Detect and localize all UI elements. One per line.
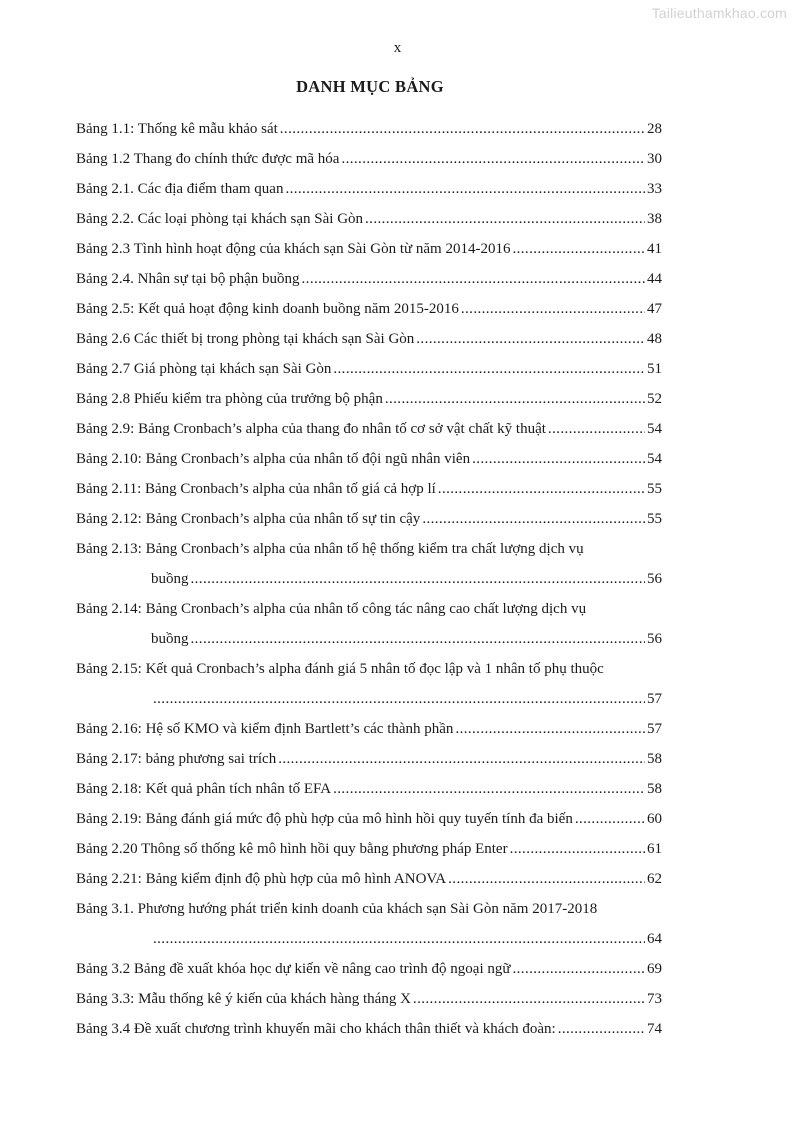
toc-entry-line (76, 474, 662, 504)
toc-entry[interactable] (76, 324, 662, 354)
toc-entry[interactable] (76, 744, 662, 774)
toc-entry[interactable] (76, 264, 662, 294)
toc-entry[interactable] (76, 504, 662, 534)
toc-entry-title: Bảng 1.2 Thang đo chính thức được mã hóa (76, 151, 340, 167)
toc-entry-line (76, 864, 662, 894)
dot-leader (513, 954, 646, 984)
toc-entry-line (76, 1014, 662, 1044)
toc-entry-page-number: 52 (647, 391, 662, 407)
toc-entry-title: Bảng 2.16: Hệ số KMO và kiểm định Bartlett’s các thành phần (76, 721, 454, 737)
toc-entry-page-number: 57 (647, 721, 662, 737)
dot-leader (510, 834, 645, 864)
toc-entry-page-number: 58 (647, 781, 662, 797)
toc-entry[interactable] (76, 174, 662, 204)
toc-entry[interactable] (76, 114, 662, 144)
toc-entry-title: Bảng 2.12: Bảng Cronbach’s alpha của nhân tố sự tin cậy (76, 511, 421, 527)
toc-entry-line (76, 174, 662, 204)
toc-entry-title: Bảng 2.11: Bảng Cronbach’s alpha của nhân tố giá cả hợp lí (76, 481, 436, 497)
toc-entry[interactable] (76, 414, 662, 444)
toc-entry-page-number: 74 (647, 1021, 662, 1037)
toc-entry-title: Bảng 2.5: Kết quả hoạt động kinh doanh buồng năm 2015-2016 (76, 301, 459, 317)
watermark-text: Tailieuthamkhao.com (651, 5, 787, 21)
toc-entry-line (76, 204, 662, 234)
toc-entry-line (76, 324, 662, 354)
toc-entry-page-number: 33 (647, 181, 662, 197)
toc-entry[interactable] (76, 774, 662, 804)
toc-entry-page-number: 41 (647, 241, 662, 257)
toc-entry[interactable] (76, 594, 662, 654)
toc-entry-line (76, 984, 662, 1014)
dot-leader (285, 174, 645, 204)
toc-entry[interactable] (76, 534, 662, 594)
toc-entry-line (76, 714, 662, 744)
toc-entry-line (76, 804, 662, 834)
toc-entry-line (76, 504, 662, 534)
toc-entry-page-number: 28 (647, 121, 662, 137)
toc-entry-page-number: 44 (647, 271, 662, 287)
dot-leader (302, 264, 645, 294)
toc-entry-title: buồng (151, 631, 189, 647)
toc-entry-line (76, 774, 662, 804)
toc-entry-line (76, 294, 662, 324)
toc-entry[interactable] (76, 894, 662, 954)
toc-entry-title-line: Bảng 2.13: Bảng Cronbach’s alpha của nhân tố hệ thống kiểm tra chất lượng dịch vụ (76, 541, 584, 557)
toc-entry-page-number: 60 (647, 811, 662, 827)
toc-entry-page-number: 61 (647, 841, 662, 857)
toc-entry-line (76, 954, 662, 984)
toc-entry-title: Bảng 3.2 Bảng đề xuất khóa học dự kiến về nâng cao trình độ ngoại ngữ (76, 961, 511, 977)
toc-entry[interactable] (76, 144, 662, 174)
dot-leader (333, 774, 645, 804)
toc-entry[interactable] (76, 654, 662, 714)
dot-leader (548, 414, 645, 444)
toc-entry[interactable] (76, 294, 662, 324)
dot-leader (385, 384, 645, 414)
dot-leader (422, 504, 645, 534)
toc-entry[interactable] (76, 864, 662, 894)
dot-leader (472, 444, 645, 474)
toc-entry-page-number: 62 (647, 871, 662, 887)
toc-entry-line (76, 444, 662, 474)
dot-leader (153, 924, 645, 954)
dot-leader (455, 714, 645, 744)
toc-entry[interactable] (76, 984, 662, 1014)
page-number: x (393, 40, 402, 56)
toc-entry-line (76, 744, 662, 774)
toc-entry-line (76, 834, 662, 864)
toc-entry-line (76, 114, 662, 144)
toc-entry-line (76, 384, 662, 414)
toc-entry-title: buồng (151, 571, 189, 587)
dot-leader (413, 984, 645, 1014)
toc-entry-page-number: 56 (647, 631, 662, 647)
toc-entry-title: Bảng 2.1. Các địa điểm tham quan (76, 181, 284, 197)
toc-entry-page-number: 73 (647, 991, 662, 1007)
toc-entry[interactable] (76, 444, 662, 474)
toc-entry-title: Bảng 2.6 Các thiết bị trong phòng tại khách sạn Sài Gòn (76, 331, 415, 347)
toc-entry-line (76, 144, 662, 174)
toc-entry-title-line: Bảng 3.1. Phương hướng phát triển kinh doanh của khách sạn Sài Gòn năm 2017-2018 (76, 901, 598, 917)
toc-entry-title: Bảng 2.2. Các loại phòng tại khách sạn Sài Gòn (76, 211, 364, 227)
toc-entry-title: Bảng 2.7 Giá phòng tại khách sạn Sài Gòn (76, 361, 332, 377)
dot-leader (280, 114, 645, 144)
toc-entry[interactable] (76, 384, 662, 414)
toc-entry-page-number: 51 (647, 361, 662, 377)
toc-entry-line (76, 564, 662, 594)
toc-entry-title: Bảng 2.3 Tình hình hoạt động của khách sạn Sài Gòn từ năm 2014-2016 (76, 241, 511, 257)
toc-entry-page-number: 58 (647, 751, 662, 767)
toc-entry[interactable] (76, 954, 662, 984)
toc-entry-title: Bảng 2.18: Kết quả phân tích nhân tố EFA (76, 781, 332, 797)
toc-entry-line (76, 624, 662, 654)
table-of-contents-list (76, 114, 662, 1044)
toc-entry-title: Bảng 2.10: Bảng Cronbach’s alpha của nhân tố đội ngũ nhân viên (76, 451, 471, 467)
toc-entry-line (76, 264, 662, 294)
toc-entry-title: Bảng 1.1: Thống kê mẫu khảo sát (76, 121, 278, 137)
toc-entry-page-number: 54 (647, 421, 662, 437)
toc-entry-page-number: 48 (647, 331, 662, 347)
toc-entry[interactable] (76, 354, 662, 384)
toc-entry-title: Bảng 2.8 Phiếu kiểm tra phòng của trưởng bộ phận (76, 391, 383, 407)
toc-entry-page-number: 55 (647, 481, 662, 497)
dot-leader (191, 564, 646, 594)
toc-entry-title: Bảng 2.4. Nhân sự tại bộ phận buồng (76, 271, 300, 287)
toc-entry-line (76, 354, 662, 384)
toc-entry-page-number: 54 (647, 451, 662, 467)
dot-leader (575, 804, 645, 834)
dot-leader (558, 1014, 645, 1044)
dot-leader (365, 204, 645, 234)
toc-entry-page-number: 30 (647, 151, 662, 167)
toc-entry-line (76, 684, 662, 714)
toc-entry-page-number: 55 (647, 511, 662, 527)
toc-entry-title: Bảng 2.17: bảng phương sai trích (76, 751, 277, 767)
toc-entry-page-number: 64 (647, 931, 662, 947)
toc-entry[interactable] (76, 234, 662, 264)
toc-entry-line (76, 924, 662, 954)
toc-entry-page-number: 56 (647, 571, 662, 587)
toc-entry-page-number: 57 (647, 691, 662, 707)
dot-leader (278, 744, 645, 774)
toc-entry[interactable] (76, 834, 662, 864)
toc-entry-title: Bảng 2.9: Bảng Cronbach’s alpha của thang đo nhân tố cơ sở vật chất kỹ thuật (76, 421, 546, 437)
toc-entry-title-line: Bảng 2.15: Kết quả Cronbach’s alpha đánh giá 5 nhân tố đọc lập và 1 nhân tố phụ thuộc (76, 661, 604, 677)
toc-entry[interactable] (76, 204, 662, 234)
toc-entry-title: Bảng 3.3: Mẫu thống kê ý kiến của khách hàng tháng X (76, 991, 411, 1007)
toc-entry-line (76, 414, 662, 444)
toc-entry[interactable] (76, 714, 662, 744)
toc-entry-title: Bảng 2.20 Thông số thống kê mô hình hồi quy bằng phương pháp Enter (76, 841, 508, 857)
dot-leader (191, 624, 646, 654)
page-title: DANH MỤC BẢNG (296, 77, 444, 96)
toc-entry-page-number: 47 (647, 301, 662, 317)
toc-entry-title: Bảng 3.4 Đề xuất chương trình khuyến mãi cho khách thân thiết và khách đoàn: (76, 1021, 556, 1037)
toc-entry-title: Bảng 2.19: Bảng đánh giá mức độ phù hợp của mô hình hồi quy tuyến tính đa biến (76, 811, 573, 827)
toc-entry-title-line: Bảng 2.14: Bảng Cronbach’s alpha của nhân tố công tác nâng cao chất lượng dịch vụ (76, 601, 587, 617)
toc-entry-page-number: 69 (647, 961, 662, 977)
toc-entry[interactable] (76, 1014, 662, 1044)
toc-entry-line (76, 234, 662, 264)
dot-leader (153, 684, 645, 714)
toc-entry[interactable] (76, 474, 662, 504)
dot-leader (341, 144, 645, 174)
dot-leader (416, 324, 645, 354)
dot-leader (333, 354, 645, 384)
toc-entry[interactable] (76, 804, 662, 834)
toc-entry-page-number: 38 (647, 211, 662, 227)
dot-leader (448, 864, 645, 894)
dot-leader (438, 474, 645, 504)
toc-entry-title: Bảng 2.21: Bảng kiểm định độ phù hợp của mô hình ANOVA (76, 871, 447, 887)
dot-leader (461, 294, 645, 324)
dot-leader (512, 234, 645, 264)
